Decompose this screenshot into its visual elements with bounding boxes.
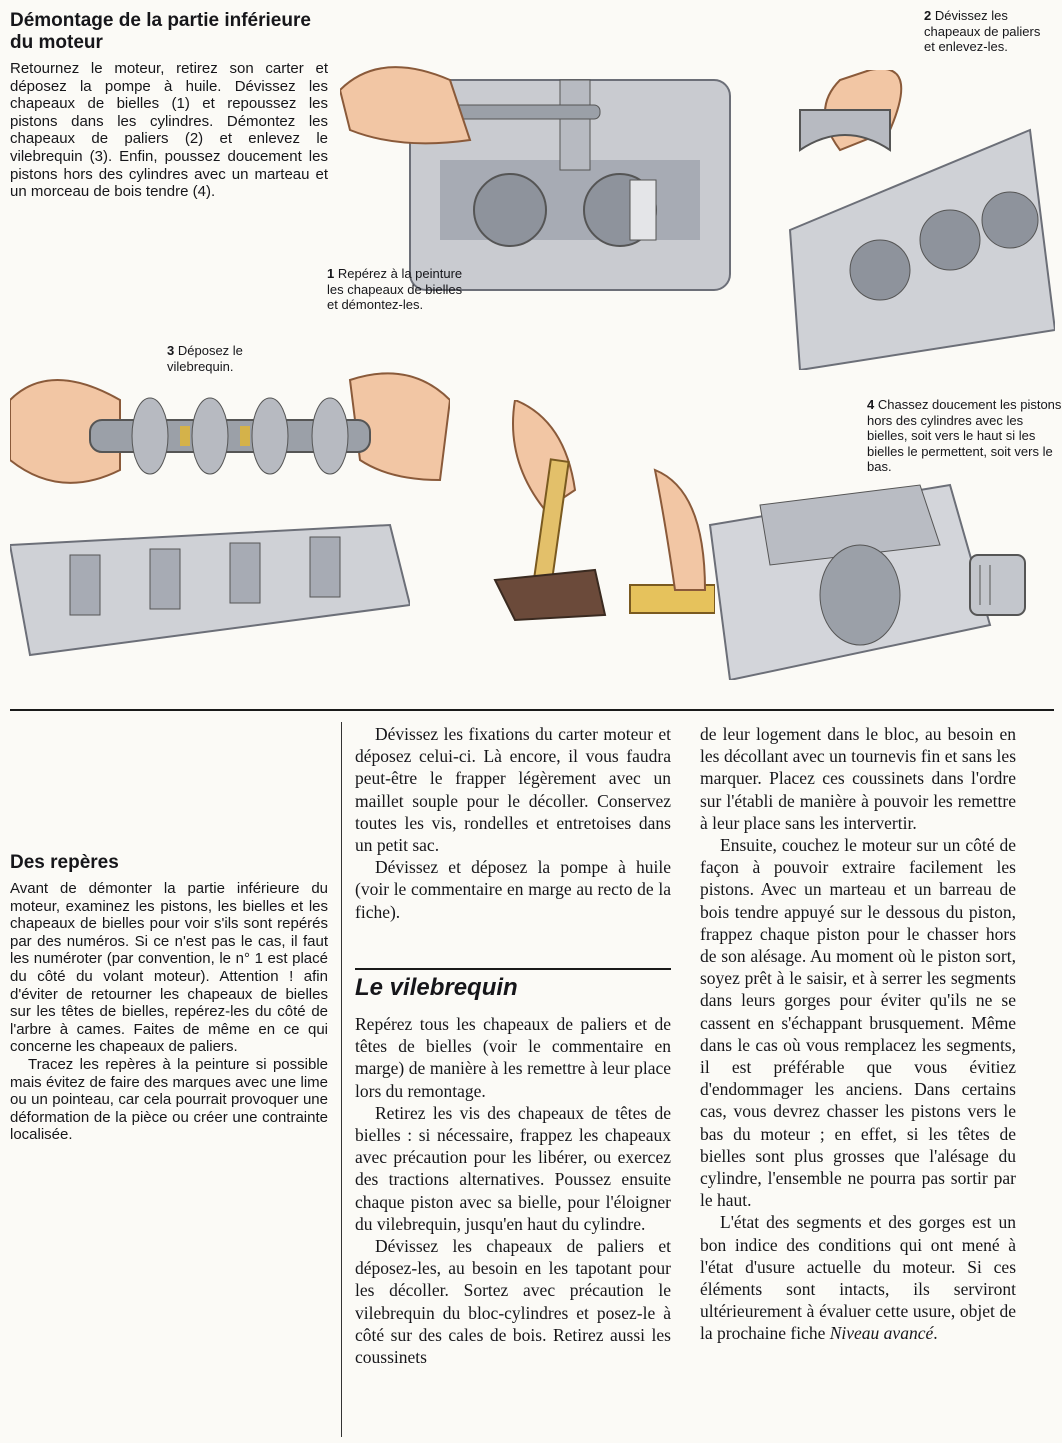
paragraph bbox=[700, 1211, 1016, 1344]
caption-4 bbox=[867, 397, 1062, 475]
paragraph-text: L'état des segments et des gorges est un bon indice des conditions qui ont mené à l'état d'usure actuelle du moteur. Si ces éléments sont intacts, ils serviront ultérieurement à évaluer cette usure, objet de la prochaine fiche bbox=[700, 1212, 1016, 1344]
cylinder-block-illustration bbox=[700, 465, 1040, 680]
paragraph: Ensuite, couchez le moteur sur un côté de façon à pouvoir extraire facilement les pistons. Avec un marteau et un barreau de bois tendre appuyé sur le dessous du piston, frappez chaque piston pour le chasser hors de son alésage. Au moment où le piston sort, soyez prêt à le saisir, et à serrer les segments dans leurs gorges pour éviter qu'ils ne se cassent en s'échappant brusquement. Même dans le cas où vous remplacez les segments, il est préférable que vous évitiez d'endommager les anciens. Dans certains cas, vous devrez chasser les pistons vers le bas du moteur ; en effet, si les têtes de bielles sont plus grosses que l'alésage du cylindre, l'ensemble ne pourra pas sortir par le haut. bbox=[700, 835, 1016, 1211]
emphasis-text: Niveau avancé bbox=[829, 1323, 934, 1344]
paragraph: de leur logement dans le bloc, au besoin en les décollant avec un tournevis fin et sans les marquer. Placez ces coussinets dans l'ordre sur l'établi de manière à pouvoir les remettre à leur place sans les intervertir. bbox=[700, 724, 1016, 833]
paragraph: Dévissez les fixations du carter moteur et déposez celui-ci. Là encore, il vous faudra peut-être le frapper légèrement avec un maillet souple pour le décoller. Conservez toutes les vis, rondelles et entretoises dans un petit sac. bbox=[355, 724, 671, 856]
caption-text: Dévissez les chapeaux de paliers et enlevez-les. bbox=[924, 8, 1041, 54]
column-divider bbox=[341, 722, 342, 1437]
intro-paragraph: Retournez le moteur, retirez son carter et déposez la pompe à huile. Dévissez les chapeaux de bielles (1) et repoussez les pistons dans les cylindres. Démontez les chapeaux de paliers (2) et enlevez le vilebrequin (3). Enfin, poussez doucement les pistons hors des cylindres avec un marteau et un morceau de bois tendre (4). bbox=[10, 60, 328, 201]
paragraph: Dévissez et déposez la pompe à huile (voir le commentaire en marge au recto de la fiche). bbox=[355, 857, 671, 922]
section-rule bbox=[355, 968, 671, 970]
paragraph: Retirez les vis des chapeaux de têtes de bielles : si nécessaire, frappez les chapeaux avec précaution pour les libérer, ou exercez des tractions alternatives. Poussez ensuite chaque piston avec sa bielle, pour l'éloigner du vilebrequin, jusqu'en haut du cylindre. bbox=[355, 1102, 671, 1234]
caption-3 bbox=[167, 343, 277, 374]
reperes-paragraph-1: Avant de démonter la partie inférieure du moteur, examinez les pistons, les bielles et les chapeaux de bielles pour voir s'ils sont repérés par des numéros. Si ce n'est pas le cas, il faut les numéroter (par convention, le n° 1 est placé du côté du volant moteur). Attention ! afin d'éviter de retourner les chapeaux de bielles sur les têtes de bielles, repérez-les du côté de l'arbre à cames. Faites de même en ce qui concerne les chapeaux de paliers. bbox=[10, 880, 328, 1056]
caption-text: Repérez à la peinture les chapeaux de bielles et démontez-les. bbox=[327, 266, 463, 312]
engine-block-illustration bbox=[10, 515, 410, 665]
main-column-b bbox=[700, 723, 1016, 1345]
bearing-cap-illustration bbox=[780, 70, 1055, 370]
caption-number: 3 bbox=[167, 343, 175, 358]
reperes-title: Des repères bbox=[10, 852, 119, 873]
vilebrequin-column bbox=[355, 1013, 671, 1368]
caption-text: Chassez doucement les pistons hors des cylindres avec les bielles, soit vers le haut si les bielles le permettent, soit vers le bas. bbox=[867, 397, 1062, 474]
paragraph: Dévissez les chapeaux de paliers et déposez-les, au besoin en les tapotant pour les décoller. Sortez avec précaution le vilebrequin du bloc-cylindres et posez-le à côté sur des cales de bois. Retirez aussi les coussinets bbox=[355, 1236, 671, 1368]
caption-number: 1 bbox=[327, 266, 335, 281]
hammer-illustration bbox=[475, 400, 715, 630]
crankshaft-illustration bbox=[10, 360, 450, 510]
caption-text: Déposez le vilebrequin. bbox=[167, 343, 243, 374]
reperes-text bbox=[10, 880, 328, 1144]
paragraph: Repérez tous les chapeaux de paliers et de têtes de bielles (voir le commentaire en marge) de manière à les remettre à leur place lors du remontage. bbox=[355, 1014, 671, 1101]
caption-1 bbox=[327, 266, 467, 313]
horizontal-divider bbox=[10, 709, 1054, 711]
reperes-paragraph-2: Tracez les repères à la peinture si possible mais évitez de faire des marques avec une lime ou un pointeau, car cela pourrait provoquer une déformation de la pièce ou créer une contrainte localisée. bbox=[10, 1055, 328, 1144]
vilebrequin-title: Le vilebrequin bbox=[355, 974, 518, 1001]
caption-2 bbox=[924, 8, 1049, 55]
section-title: Démontage de la partie inférieure du moteur bbox=[10, 10, 311, 53]
main-column-a bbox=[355, 723, 671, 923]
paragraph-end: . bbox=[933, 1323, 938, 1344]
caption-number: 2 bbox=[924, 8, 932, 23]
caption-number: 4 bbox=[867, 397, 875, 412]
